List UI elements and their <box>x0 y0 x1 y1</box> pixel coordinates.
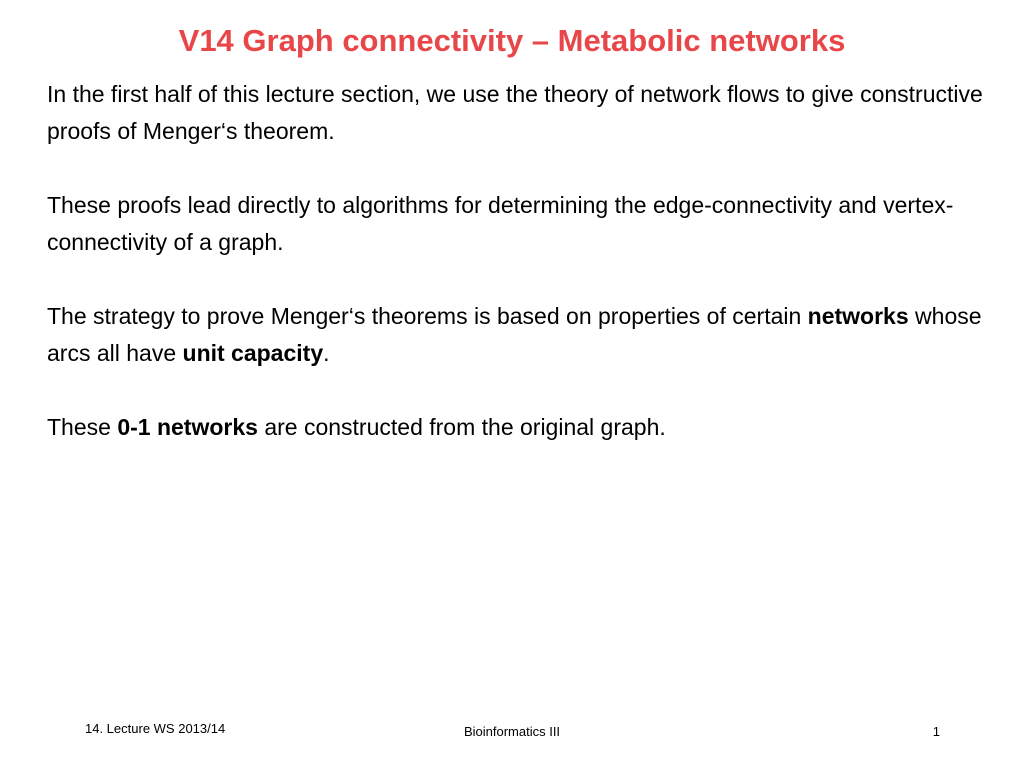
strategy-text-3: . <box>323 340 330 366</box>
strategy-text-2: whose arcs all have <box>47 303 982 366</box>
paragraph-strategy <box>47 298 987 372</box>
paragraph-intro: In the first half of this lecture section, we use the theory of network flows to give constructive proofs of Menger‘s theorem. <box>47 81 983 144</box>
networks-text-2: are constructed from the original graph. <box>257 414 666 440</box>
networks-text-1: These <box>47 414 118 440</box>
footer-course: Bioinformatics III <box>463 724 561 739</box>
footer-lecture: 14. Lecture WS 2013/14 <box>85 721 226 736</box>
strategy-bold-networks: networks <box>807 303 909 329</box>
networks-bold-01: 0-1 networks <box>117 414 258 440</box>
paragraph-algorithms: These proofs lead directly to algorithms for determining the edge-connectivity and vertex-connectivity of a graph. <box>47 192 954 255</box>
slide-body <box>47 76 987 446</box>
footer-page-number: 1 <box>932 724 940 739</box>
slide-title: V14 Graph connectivity – Metabolic networks <box>178 23 846 58</box>
strategy-bold-unit-capacity: unit capacity <box>182 340 324 366</box>
strategy-text-1: The strategy to prove Menger‘s theorems is based on properties of certain <box>47 303 808 329</box>
paragraph-01-networks <box>47 409 987 446</box>
